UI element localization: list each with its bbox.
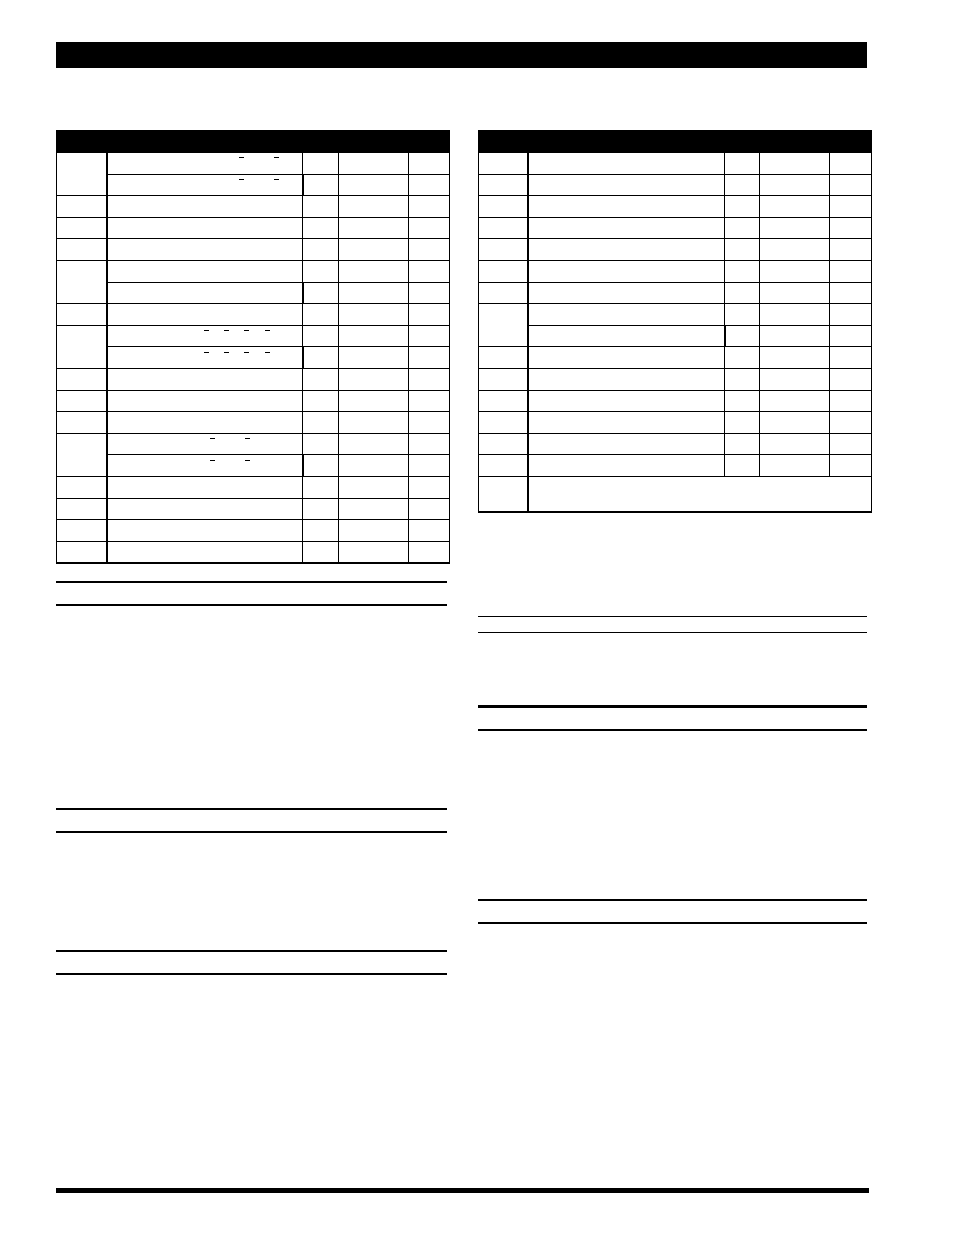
symbol-cell: [725, 412, 760, 434]
row-group-cell: [57, 520, 107, 542]
row-group-cell: [479, 390, 528, 412]
row-group-cell: [57, 368, 107, 390]
symbol-cell: [303, 239, 339, 261]
section-heading: [478, 710, 867, 728]
unit-cell: [409, 520, 450, 542]
value-cell: [760, 433, 830, 455]
unit-cell: [830, 368, 872, 390]
section-rule-top: [56, 808, 447, 810]
parameter-cell: [528, 325, 725, 347]
table-row: [479, 196, 872, 218]
table-row: [57, 239, 450, 261]
section-rule-bottom: [56, 973, 447, 975]
unit-cell: [409, 347, 450, 369]
table-row: [479, 239, 872, 261]
parameter-cell: [107, 260, 303, 282]
value-cell: [339, 433, 409, 455]
row-group-cell: [57, 325, 107, 368]
table-row: [479, 368, 872, 390]
row-group-cell: [479, 412, 528, 434]
symbol-cell: [303, 196, 339, 218]
symbol-cell: [725, 239, 760, 261]
table-row: [479, 174, 872, 196]
row-group-cell: [479, 153, 528, 175]
value-cell: [339, 520, 409, 542]
table-row: [57, 304, 450, 326]
unit-cell: [409, 368, 450, 390]
row-group-cell: [479, 347, 528, 369]
table-row: [479, 476, 872, 512]
parameter-cell: [107, 390, 303, 412]
column-header: [725, 131, 760, 153]
symbol-cell: [725, 368, 760, 390]
table-row: [57, 347, 450, 369]
unit-cell: [409, 174, 450, 196]
unit-cell: [830, 196, 872, 218]
unit-cell: [830, 153, 872, 175]
section-heading: [56, 585, 447, 603]
row-group-cell: [57, 412, 107, 434]
parameter-cell: [528, 390, 725, 412]
value-cell: [760, 217, 830, 239]
parameter-cell: [107, 498, 303, 520]
symbol-cell: [303, 541, 339, 563]
table-row: [57, 217, 450, 239]
row-group-cell: [479, 476, 528, 512]
value-cell: [760, 239, 830, 261]
unit-cell: [409, 455, 450, 477]
value-cell: [760, 325, 830, 347]
table-row: [57, 498, 450, 520]
parameter-cell: [107, 239, 303, 261]
parameter-cell: [107, 217, 303, 239]
column-header: [830, 131, 872, 153]
value-cell: [339, 153, 409, 175]
row-group-cell: [57, 498, 107, 520]
symbol-cell: [725, 174, 760, 196]
row-group-cell: [57, 541, 107, 563]
symbol-cell: [303, 260, 339, 282]
symbol-cell: [725, 304, 760, 326]
parameter-cell: [528, 174, 725, 196]
table-row: [479, 325, 872, 347]
parameter-cell: [528, 304, 725, 326]
parameter-cell: [107, 325, 303, 347]
row-group-cell: [57, 217, 107, 239]
unit-cell: [409, 239, 450, 261]
table-row: [479, 282, 872, 304]
value-cell: [339, 282, 409, 304]
unit-cell: [409, 153, 450, 175]
value-cell: [339, 541, 409, 563]
column-header: [528, 131, 725, 153]
row-group-cell: [479, 174, 528, 196]
value-cell: [760, 455, 830, 477]
symbol-cell: [725, 325, 760, 347]
note-cell: [528, 476, 872, 512]
unit-cell: [830, 239, 872, 261]
unit-cell: [830, 260, 872, 282]
row-group-cell: [57, 433, 107, 476]
unit-cell: [409, 304, 450, 326]
symbol-cell: [303, 325, 339, 347]
row-group-cell: [57, 304, 107, 326]
section-rule-bottom: [56, 831, 447, 833]
table-row: [57, 520, 450, 542]
symbol-cell: [303, 347, 339, 369]
symbol-cell: [725, 347, 760, 369]
section-body: [478, 638, 867, 698]
unit-cell: [830, 174, 872, 196]
symbol-cell: [303, 476, 339, 498]
section-heading: [478, 903, 867, 921]
table-row: [479, 412, 872, 434]
parameter-cell: [528, 196, 725, 218]
table-row: [479, 153, 872, 175]
row-group-cell: [479, 282, 528, 304]
table-row: [57, 455, 450, 477]
value-cell: [760, 260, 830, 282]
symbol-cell: [303, 498, 339, 520]
value-cell: [339, 390, 409, 412]
section-body: [56, 610, 447, 800]
parameter-cell: [528, 455, 725, 477]
value-cell: [339, 260, 409, 282]
column-header: [760, 131, 830, 153]
value-cell: [760, 304, 830, 326]
unit-cell: [409, 476, 450, 498]
table-row: [479, 455, 872, 477]
column-header: [339, 131, 409, 153]
unit-cell: [409, 390, 450, 412]
column-header: [303, 131, 339, 153]
section-rule-bottom: [478, 922, 867, 924]
unit-cell: [830, 390, 872, 412]
table-row: [57, 541, 450, 563]
symbol-cell: [303, 282, 339, 304]
parameter-cell: [107, 476, 303, 498]
row-group-cell: [479, 217, 528, 239]
value-cell: [760, 174, 830, 196]
row-group-cell: [479, 260, 528, 282]
row-group-cell: [57, 476, 107, 498]
table-row: [479, 304, 872, 326]
unit-cell: [830, 455, 872, 477]
symbol-cell: [303, 412, 339, 434]
symbol-cell: [303, 304, 339, 326]
parameter-cell: [528, 260, 725, 282]
symbol-cell: [725, 390, 760, 412]
value-cell: [339, 304, 409, 326]
symbol-cell: [725, 455, 760, 477]
parameter-cell: [528, 368, 725, 390]
parameter-cell: [107, 541, 303, 563]
section-heading: [56, 954, 447, 972]
column-header: [107, 131, 303, 153]
table-header-row: [57, 131, 450, 153]
unit-cell: [830, 347, 872, 369]
value-cell: [339, 455, 409, 477]
value-cell: [339, 368, 409, 390]
table-row: [57, 412, 450, 434]
symbol-cell: [725, 153, 760, 175]
value-cell: [339, 217, 409, 239]
section-rule-top: [56, 950, 447, 952]
header-band: [56, 42, 867, 68]
value-cell: [760, 196, 830, 218]
parameter-cell: [528, 412, 725, 434]
section-rule-bottom: [478, 632, 867, 633]
row-group-cell: [479, 433, 528, 455]
section-body: [478, 928, 867, 1168]
left-spec-table: [56, 130, 450, 564]
value-cell: [339, 325, 409, 347]
unit-cell: [830, 282, 872, 304]
parameter-cell: [107, 153, 303, 175]
table-row: [57, 153, 450, 175]
symbol-cell: [303, 368, 339, 390]
symbol-cell: [725, 282, 760, 304]
row-group-cell: [57, 260, 107, 303]
table-row: [479, 347, 872, 369]
symbol-cell: [303, 174, 339, 196]
unit-cell: [409, 412, 450, 434]
symbol-cell: [303, 390, 339, 412]
value-cell: [339, 239, 409, 261]
table-row: [57, 325, 450, 347]
unit-cell: [830, 433, 872, 455]
parameter-cell: [528, 217, 725, 239]
value-cell: [339, 412, 409, 434]
table-row: [479, 260, 872, 282]
symbol-cell: [725, 260, 760, 282]
section-body: [56, 837, 447, 942]
unit-cell: [830, 217, 872, 239]
table-row: [479, 433, 872, 455]
section-heading: [478, 618, 867, 631]
parameter-cell: [528, 433, 725, 455]
symbol-cell: [725, 433, 760, 455]
value-cell: [760, 368, 830, 390]
table-row: [57, 260, 450, 282]
table-row: [57, 174, 450, 196]
table-row: [479, 390, 872, 412]
row-group-cell: [479, 239, 528, 261]
value-cell: [339, 347, 409, 369]
parameter-cell: [107, 412, 303, 434]
section-rule-bottom: [478, 729, 867, 731]
parameter-cell: [528, 347, 725, 369]
right-spec-table: [478, 130, 872, 513]
row-group-cell: [479, 368, 528, 390]
symbol-cell: [303, 433, 339, 455]
section-heading: [56, 812, 447, 830]
unit-cell: [409, 282, 450, 304]
footer-rule: [56, 1188, 869, 1193]
section-rule-top: [478, 899, 867, 901]
unit-cell: [409, 498, 450, 520]
column-header: [409, 131, 450, 153]
unit-cell: [409, 541, 450, 563]
section-rule-top: [56, 581, 447, 583]
section-body: [56, 979, 447, 1169]
parameter-cell: [107, 196, 303, 218]
column-header: [479, 131, 528, 153]
parameter-cell: [528, 282, 725, 304]
unit-cell: [409, 260, 450, 282]
table-header-row: [479, 131, 872, 153]
parameter-cell: [528, 239, 725, 261]
table-row: [57, 390, 450, 412]
section-rule-top: [478, 705, 867, 708]
parameter-cell: [107, 368, 303, 390]
row-group-cell: [479, 455, 528, 477]
row-group-cell: [479, 196, 528, 218]
parameter-cell: [107, 520, 303, 542]
table-row: [57, 476, 450, 498]
row-group-cell: [57, 239, 107, 261]
table-row: [57, 196, 450, 218]
parameter-cell: [107, 304, 303, 326]
unit-cell: [830, 325, 872, 347]
unit-cell: [830, 412, 872, 434]
unit-cell: [409, 196, 450, 218]
section-body: [478, 735, 867, 893]
row-group-cell: [57, 390, 107, 412]
value-cell: [760, 412, 830, 434]
row-group-cell: [57, 153, 107, 196]
table-row: [57, 368, 450, 390]
value-cell: [339, 196, 409, 218]
symbol-cell: [303, 153, 339, 175]
table-row: [57, 282, 450, 304]
value-cell: [760, 390, 830, 412]
parameter-cell: [528, 153, 725, 175]
row-group-cell: [479, 304, 528, 347]
section-rule-bottom: [56, 604, 447, 606]
value-cell: [339, 174, 409, 196]
unit-cell: [830, 304, 872, 326]
table-row: [57, 433, 450, 455]
column-header: [57, 131, 107, 153]
parameter-cell: [107, 433, 303, 455]
parameter-cell: [107, 174, 303, 196]
section-rule-top: [478, 616, 867, 617]
parameter-cell: [107, 347, 303, 369]
value-cell: [760, 347, 830, 369]
symbol-cell: [303, 520, 339, 542]
parameter-cell: [107, 282, 303, 304]
unit-cell: [409, 217, 450, 239]
unit-cell: [409, 433, 450, 455]
unit-cell: [409, 325, 450, 347]
value-cell: [760, 153, 830, 175]
value-cell: [760, 282, 830, 304]
row-group-cell: [57, 196, 107, 218]
symbol-cell: [303, 455, 339, 477]
value-cell: [339, 476, 409, 498]
symbol-cell: [725, 196, 760, 218]
parameter-cell: [107, 455, 303, 477]
symbol-cell: [303, 217, 339, 239]
table-row: [479, 217, 872, 239]
value-cell: [339, 498, 409, 520]
symbol-cell: [725, 217, 760, 239]
